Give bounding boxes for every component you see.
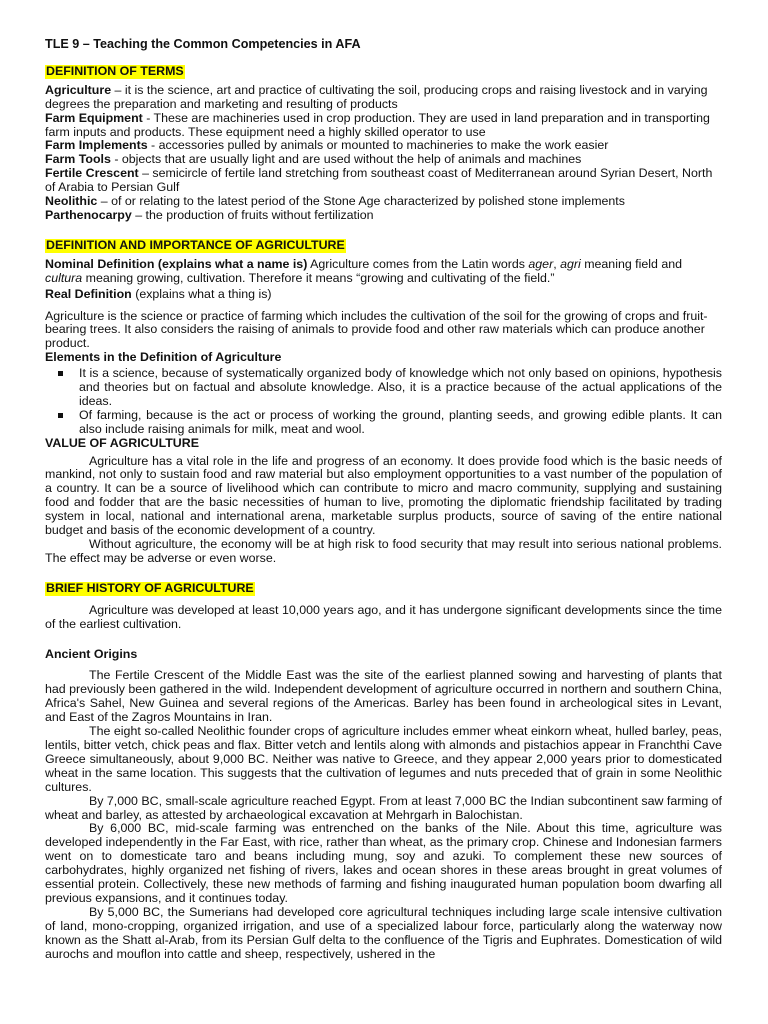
value-heading: VALUE OF AGRICULTURE bbox=[45, 435, 199, 450]
nominal-text: , bbox=[553, 256, 561, 271]
section-terms bbox=[45, 65, 722, 79]
latin-word: cultura bbox=[45, 270, 83, 285]
real-definition-label: Real Definition bbox=[45, 286, 132, 301]
term-definition: - objects that are usually light and are used without the help of animals and machines bbox=[110, 152, 582, 167]
section-heading-definition: DEFINITION AND IMPORTANCE OF AGRICULTURE bbox=[46, 237, 345, 252]
real-definition-paragraph: Agriculture is the science or practice of farming which includes the cultivation of the soil for the growing of crops and fruit-bearing trees. It also considers the raising of animals to provide food and other raw materials which can produce another product. bbox=[45, 308, 708, 351]
history-paragraph: The eight so-called Neolithic founder crops of agriculture includes emmer wheat einkorn wheat, hulled barley, peas, lentils, bitter vetch, chick peas and flax. Bitter vetch and lentils along with almonds and pistachios appear in Franchthi Cave Greece simultaneously, about 9,000 BC. Neither was native to Greece, and they appear 2,000 years prior to domesticated wheat in the same location. This suggests that the cultivation of legumes and nuts preceded that of grain in some Neolithic cultures. bbox=[45, 724, 722, 794]
section-heading-terms: DEFINITION OF TERMS bbox=[46, 63, 184, 78]
term-name: Farm Tools bbox=[45, 152, 111, 167]
term-definition: – of or relating to the latest period of the Stone Age characterized by polished stone implements bbox=[97, 194, 625, 209]
bullet-icon bbox=[58, 413, 63, 418]
section-heading-history: BRIEF HISTORY OF AGRICULTURE bbox=[46, 580, 254, 595]
document-title: TLE 9 – Teaching the Common Competencies in AFA bbox=[45, 37, 361, 51]
nominal-text: meaning growing, cultivation. Therefore it means “growing and cultivating of the field.” bbox=[82, 270, 555, 285]
real-definition-text: (explains what a thing is) bbox=[131, 286, 272, 301]
latin-word: agri bbox=[560, 256, 581, 271]
term-item bbox=[45, 167, 722, 195]
history-paragraph: By 7,000 BC, small-scale agriculture reached Egypt. From at least 7,000 BC the Indian subcontinent saw farming of wheat and barley, as attested by archaeological excavation at Mehrgarh in Balochistan. bbox=[45, 793, 722, 822]
term-name: Farm Equipment bbox=[45, 110, 143, 125]
value-paragraph: Agriculture has a vital role in the life and progress of an economy. It does provide food which is the basic needs of mankind, not only to sustain food and raw material but also employment opportunities to a vast number of the population of a country. It can be a source of livelihood which can contribute to micro and macro community, supplying and sustaining food and fodder that are the basic necessities of human to live, promoting the diplomatic friendship facilitated by trading system in local, national and international arena, marketable surplus products, source of saving of the entire national budget and basis of the economic development of a country. bbox=[45, 453, 722, 538]
term-item bbox=[45, 84, 722, 112]
ancient-origins-heading: Ancient Origins bbox=[45, 646, 138, 661]
terms-list bbox=[45, 84, 722, 223]
section-definition bbox=[45, 239, 722, 253]
elements-list bbox=[45, 367, 722, 437]
term-item bbox=[45, 139, 722, 153]
term-definition: - These are machineries used in crop production. They are used in land preparation and in transporting farm inputs and products. These equipment need a highly skilled operator to use bbox=[45, 110, 710, 139]
term-definition: – semicircle of fertile land stretching from southeast coast of Mediterranean around Syrian Desert, North of Arabia to Persian Gulf bbox=[45, 166, 713, 195]
history-paragraph: By 5,000 BC, the Sumerians had developed core agricultural techniques including large scale intensive cultivation of land, mono-cropping, organized irrigation, and use of a specialized labour force, particularly along the waterway now known as the Shatt al-Arab, from its Persian Gulf delta to the confluence of the Tigris and Euphrates. Domestication of wild aurochs and mouflon into cattle and sheep, respectively, ushered in the bbox=[45, 904, 722, 961]
history-intro: Agriculture was developed at least 10,000 years ago, and it has undergone significant developments since the time of the earliest cultivation. bbox=[45, 602, 722, 631]
term-definition: - accessories pulled by animals or mounted to machineries to make the work easier bbox=[147, 138, 609, 153]
term-item bbox=[45, 112, 722, 140]
term-name: Neolithic bbox=[45, 194, 98, 209]
term-name: Farm Implements bbox=[45, 138, 148, 153]
term-name: Agriculture bbox=[45, 82, 112, 97]
elements-heading: Elements in the Definition of Agriculture bbox=[45, 350, 282, 365]
value-paragraph: Without agriculture, the economy will be at high risk to food security that may result into serious national problems. The effect may be adverse or even worse. bbox=[45, 537, 722, 565]
nominal-text: meaning field and bbox=[580, 256, 683, 271]
history-paragraph: The Fertile Crescent of the Middle East was the site of the earliest planned sowing and harvesting of plants that had previously been gathered in the wild. Independent development of agriculture occurred in northern and southern China, Africa's Sahel, New Guinea and several regions of the Americas. Barley has been found in archeological sites in Levant, and East of the Zagros Mountains in Iran. bbox=[45, 668, 722, 725]
nominal-text: Agriculture comes from the Latin words bbox=[307, 256, 529, 271]
bullet-icon bbox=[58, 371, 63, 376]
term-definition: – it is the science, art and practice of cultivating the soil, producing crops and raising livestock and in varying degrees the preparation and marketing and resulting of products bbox=[45, 82, 708, 111]
list-item bbox=[79, 367, 722, 409]
history-paragraph: By 6,000 BC, mid-scale farming was entrenched on the banks of the Nile. About this time, agriculture was developed independently in the Far East, with rice, rather than wheat, as the primary crop. Chinese and Indonesian farmers went on to domesticate taro and beans including mung, soy and azuki. To complement these new sources of carbohydrates, highly organized net fishing of rivers, lakes and ocean shores in these areas brought in great volumes of essential protein. Collectively, these new methods of farming and fishing inaugurated human population boom dwarfing all previous expansions, and it continues today. bbox=[45, 821, 722, 905]
section-history bbox=[45, 582, 722, 596]
term-item bbox=[45, 209, 722, 223]
term-item bbox=[45, 153, 722, 167]
real-definition bbox=[45, 288, 722, 302]
term-definition: – the production of fruits without fertilization bbox=[131, 207, 374, 222]
nominal-definition bbox=[45, 258, 722, 286]
list-item-text: It is a science, because of systematically organized body of knowledge which not only based on opinions, hypothesis and theories but on factual and absolute knowledge. Also, it is a practice because of the actual applications of the ideas. bbox=[79, 366, 722, 408]
list-item-text: Of farming, because is the act or process of working the ground, planting seeds, and growing edible plants. It can also include raising animals for milk, meat and wool. bbox=[79, 407, 722, 436]
list-item bbox=[79, 409, 722, 437]
term-item bbox=[45, 195, 722, 209]
term-name: Fertile Crescent bbox=[45, 166, 139, 181]
term-name: Parthenocarpy bbox=[45, 207, 132, 222]
latin-word: ager bbox=[528, 256, 554, 271]
nominal-definition-label: Nominal Definition (explains what a name is) bbox=[45, 256, 308, 271]
